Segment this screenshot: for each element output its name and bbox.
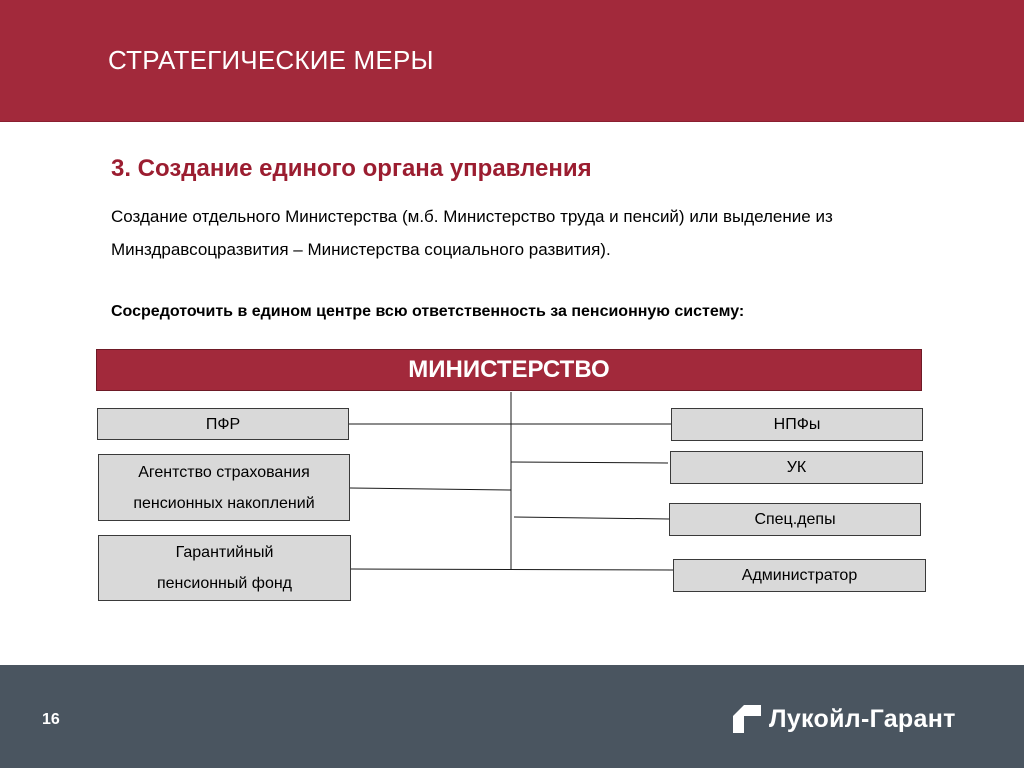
- uk-label: УК: [786, 459, 807, 476]
- page-number: 16: [42, 711, 60, 728]
- agency-box: [98, 454, 350, 521]
- pfr-label: ПФР: [205, 415, 241, 433]
- description-line-1: Создание отдельного Министерства (м.б. Министерство труда и пенсий) или выделение из: [111, 207, 833, 226]
- spec-depo-box: [669, 503, 921, 536]
- logo-mark-icon: [733, 705, 761, 733]
- slide-title: СТРАТЕГИЧЕСКИЕ МЕРЫ: [108, 45, 434, 75]
- agency-label-line-1: Агентство страхования: [138, 463, 310, 481]
- administrator-label: Администратор: [741, 567, 858, 584]
- agency-label-line-2: пенсионных накоплений: [133, 494, 315, 512]
- connector-spec-depo: [514, 517, 669, 519]
- guarantee-label-line-1: Гарантийный: [175, 544, 274, 561]
- connector-guarantee-admin: [351, 569, 673, 570]
- connector-agency: [350, 488, 511, 490]
- focus-statement: Сосредоточить в едином центре всю ответственность за пенсионную систему:: [111, 303, 745, 320]
- guarantee-label-line-2: пенсионный фонд: [156, 575, 293, 592]
- ministry-box: МИНИСТЕРСТВО: [96, 349, 922, 391]
- brand-name: Лукойл-Гарант: [769, 704, 956, 733]
- guarantee-fund-box: [98, 535, 351, 601]
- administrator-box: [673, 559, 926, 592]
- brand-logo: [733, 704, 956, 734]
- npf-label: НПФы: [773, 416, 821, 433]
- spec-depo-label: Спец.депы: [754, 511, 836, 528]
- description-line-2: Минздравсоцразвития – Министерства социального развития).: [111, 240, 611, 259]
- pfr-box: [97, 408, 349, 440]
- npf-box: [671, 408, 923, 441]
- uk-box: [670, 451, 923, 484]
- connector-uk: [511, 462, 668, 463]
- section-heading: 3. Создание единого органа управления: [111, 155, 592, 182]
